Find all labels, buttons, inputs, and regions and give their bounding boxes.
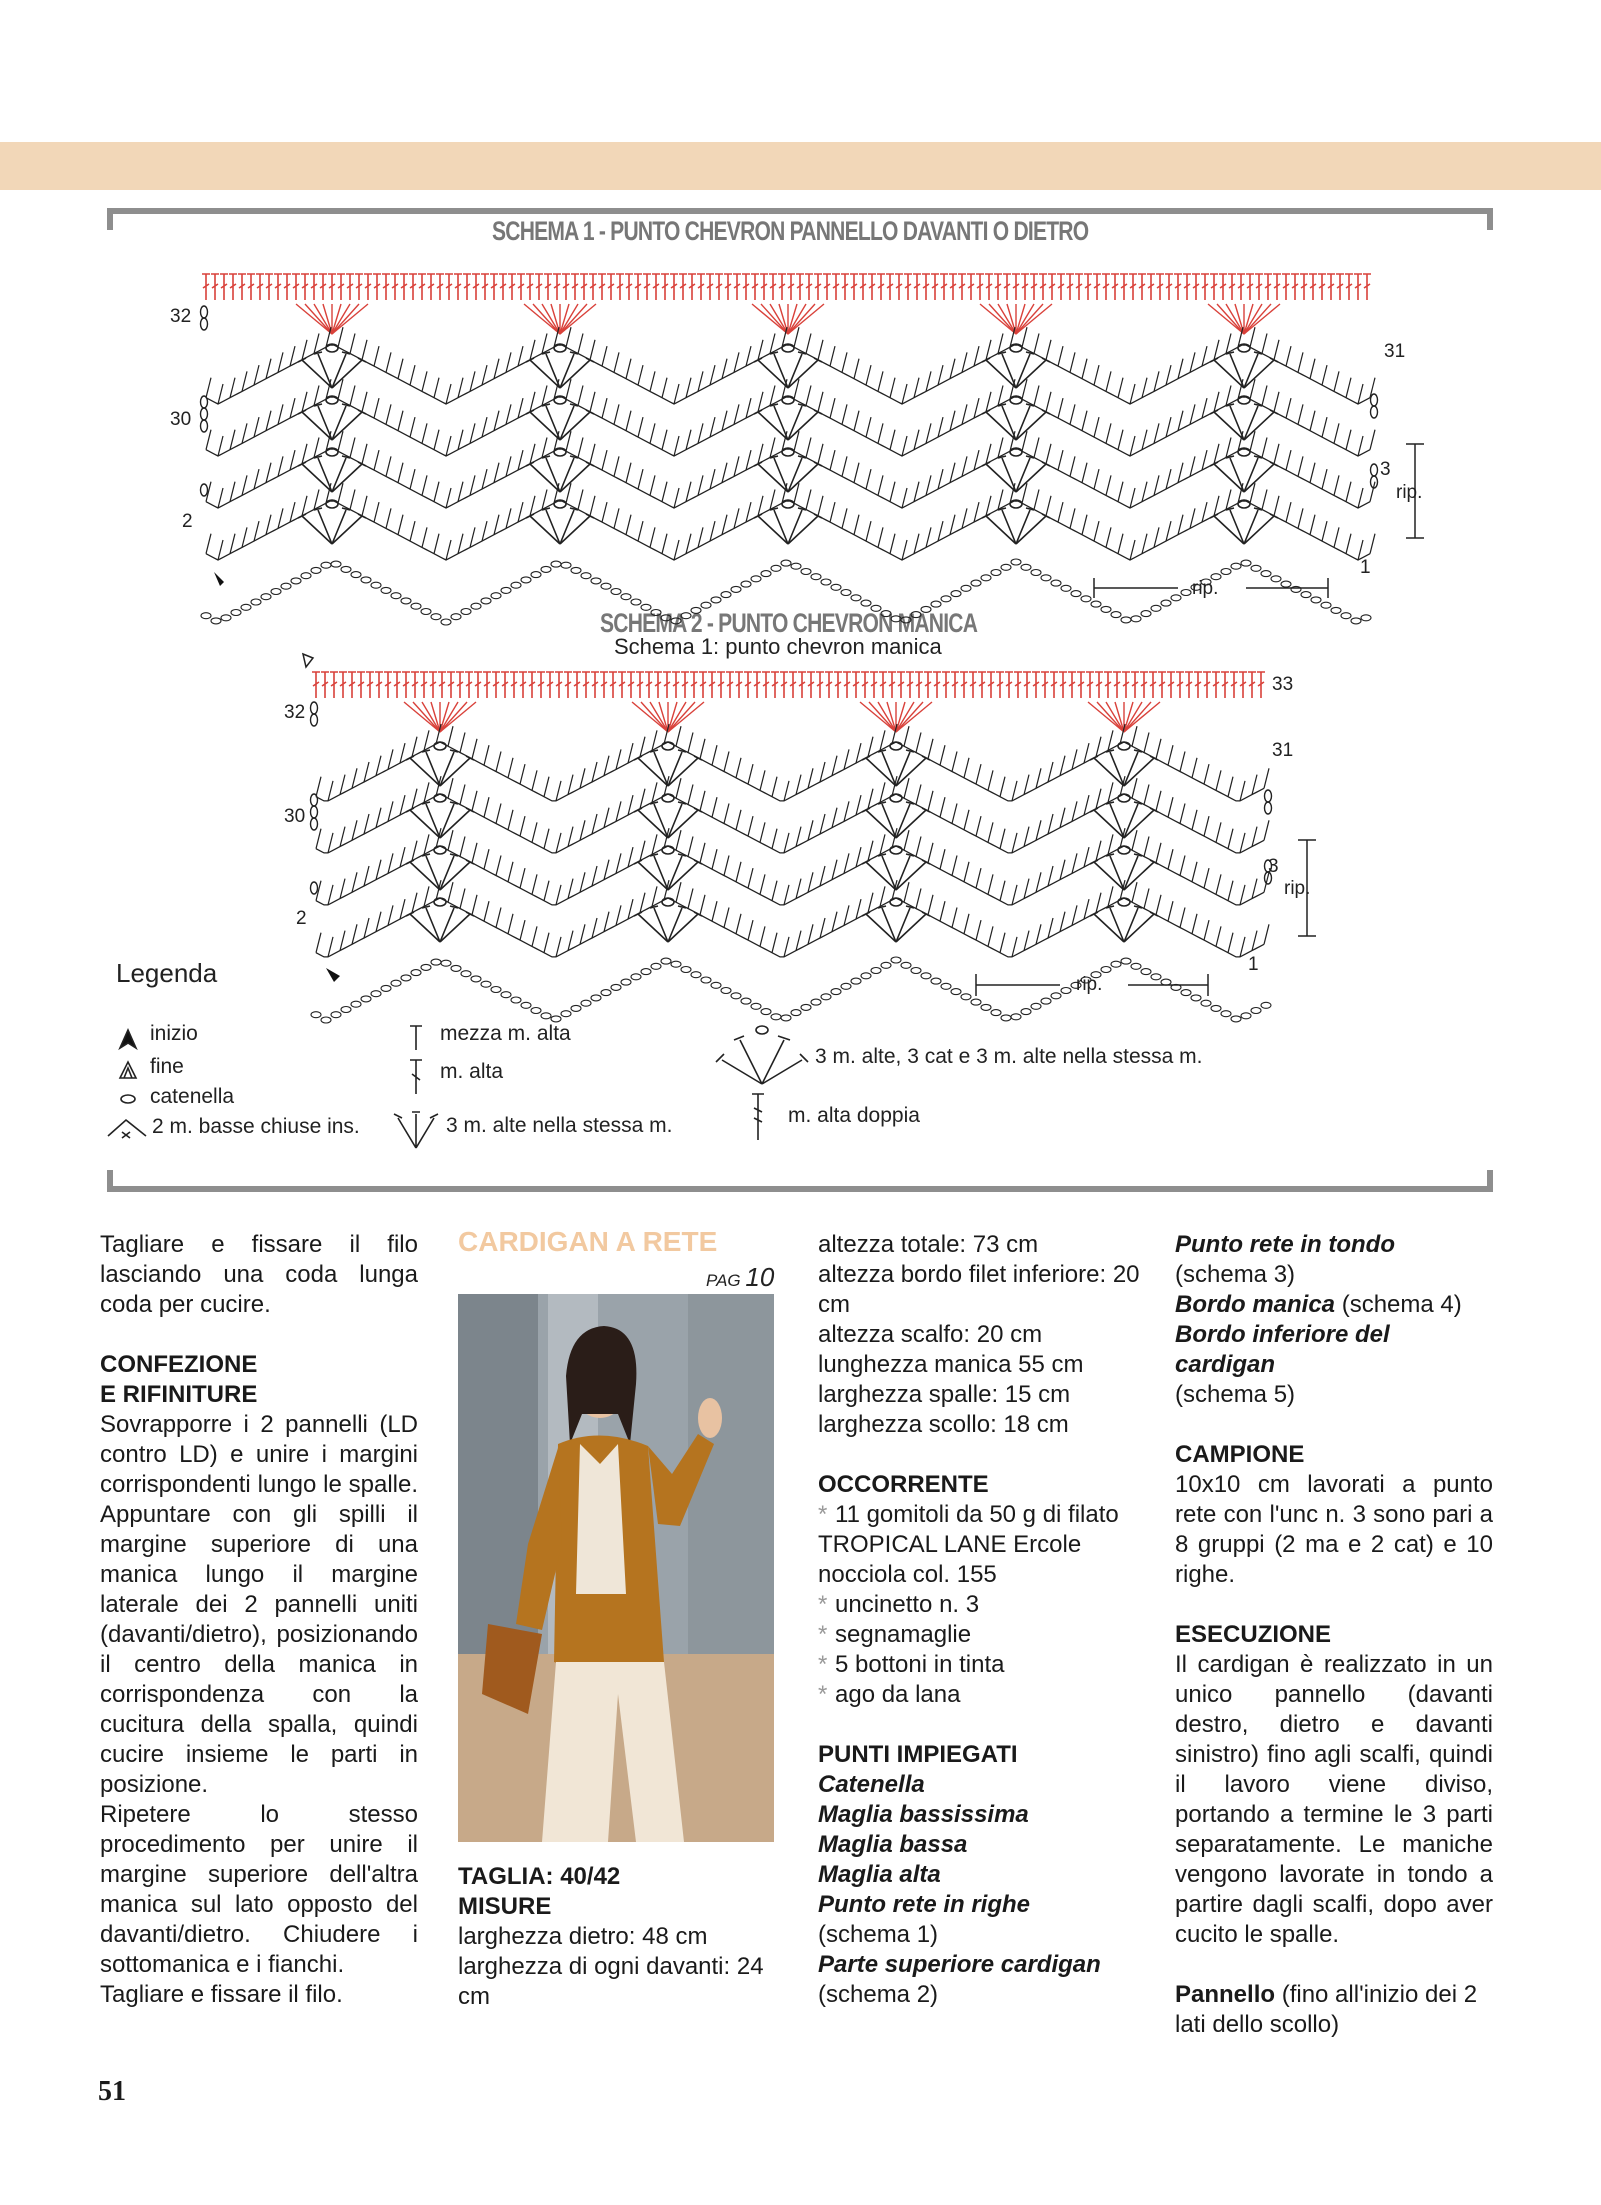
punto-alta: Maglia alta <box>818 1861 941 1888</box>
legend-catenella: catenella <box>150 1085 235 1108</box>
pannello-text: Pannello (fino all'inizio dei 2 lati dello scollo) <box>1175 1981 1478 2038</box>
col1-intro: Tagliare e fissare il filo lasciando una coda lunga coda per cucire. <box>100 1231 418 1318</box>
legend-inizio: inizio <box>150 1022 198 1045</box>
chart2-row-3: 3 <box>1268 856 1279 877</box>
legend-fine: fine <box>150 1055 184 1078</box>
punto-bassa: Maglia bassa <box>818 1831 968 1858</box>
occorrente-item: * 5 bottoni in tinta <box>818 1651 1005 1678</box>
chart2-row-31: 31 <box>1272 740 1294 761</box>
campione-heading: CAMPIONE <box>1175 1441 1305 1468</box>
bullet-icon: * <box>818 1651 828 1678</box>
pag-label: PAG <box>706 1271 741 1290</box>
chart2-red-stitches <box>312 672 1265 732</box>
column-1 <box>100 1230 418 2010</box>
misura-scalfo: altezza scalfo: 20 cm <box>818 1321 1043 1348</box>
mezza-alta-icon <box>410 1026 422 1050</box>
punto-rete-righe: Punto rete in righe <box>818 1891 1031 1918</box>
misura-bordo-filet: altezza bordo filet inferiore: 20 cm <box>818 1261 1140 1318</box>
bullet-icon: * <box>818 1621 828 1648</box>
chart1-row-31: 31 <box>1384 341 1406 362</box>
chart1-row-3: 3 <box>1380 459 1391 480</box>
tre-alte-icon <box>394 1112 438 1148</box>
chart2 <box>284 654 1316 1023</box>
legend-tre-alte: 3 m. alte nella stessa m. <box>446 1114 673 1137</box>
col1-heading-2: E RIFINITURE <box>100 1381 258 1408</box>
bullet-icon: * <box>818 1591 828 1618</box>
page-number: 51 <box>98 2076 126 2107</box>
misura-dietro: larghezza dietro: 48 cm <box>458 1923 708 1950</box>
column-3 <box>818 1230 1144 2010</box>
chart2-row-32: 32 <box>284 702 306 723</box>
punto-bordo-inferiore-note: (schema 5) <box>1175 1381 1296 1408</box>
col1-heading-1: CONFEZIONE <box>100 1351 258 1378</box>
misura-altezza-totale: altezza totale: 73 cm <box>818 1231 1039 1258</box>
chart2-start-marker <box>326 968 340 982</box>
legend-alta: m. alta <box>440 1060 504 1083</box>
schema2-subtitle: Schema 1: punto chevron manica <box>614 634 942 659</box>
chart2-end-marker <box>303 654 313 667</box>
chart1-rip-vertical: rip. <box>1396 482 1423 503</box>
chart1-rip-horizontal: rip. <box>1192 578 1219 599</box>
page-reference <box>706 1262 774 1293</box>
esecuzione-text: Il cardigan è realizzato in un unico pannello (davanti destro, dietro e davanti sinistro) fino agli scalfi, quindi il lavoro viene diviso, portando a termine le 3 parti separatamente. Le maniche vengono lavorate in tondo a partire dagli scalfi, dopo aver cucito le spalle. <box>1175 1651 1493 1948</box>
schema2-title: SCHEMA 2 - PUNTO CHEVRON MANICA <box>600 608 978 638</box>
chart1-row-1: 1 <box>1360 557 1371 578</box>
bullet-icon: * <box>818 1501 828 1528</box>
alta-icon <box>410 1060 422 1094</box>
col1-paragraph-3: Tagliare e fissare il filo. <box>100 1981 343 2008</box>
punto-bassissima: Maglia bassissima <box>818 1801 1029 1828</box>
misura-spalle: larghezza spalle: 15 cm <box>818 1381 1071 1408</box>
misura-manica: lunghezza manica 55 cm <box>818 1351 1084 1378</box>
chart2-row-30: 30 <box>284 806 306 827</box>
chart1-row-2: 2 <box>182 511 193 532</box>
legend-mezza-alta: mezza m. alta <box>440 1022 571 1045</box>
chart1-row-30: 30 <box>170 409 192 430</box>
taglia-heading: TAGLIA: 40/42 <box>458 1863 621 1890</box>
punto-parte-superiore-note: (schema 2) <box>818 1981 939 2008</box>
chart2-rip-horizontal: rip. <box>1076 974 1103 995</box>
legend-title: Legenda <box>116 958 218 988</box>
diagram-frame-bottom <box>107 1170 1493 1192</box>
inizio-icon <box>120 1030 136 1048</box>
punto-rete-tondo-note: (schema 3) <box>1175 1261 1296 1288</box>
punto-rete-tondo: Punto rete in tondo <box>1175 1231 1395 1258</box>
chart2-row-chains <box>311 702 1272 894</box>
esecuzione-heading: ESECUZIONE <box>1175 1621 1332 1648</box>
model-photo-illustration <box>458 1294 774 1842</box>
misura-davanti: larghezza di ogni davanti: 24 cm <box>458 1953 764 2010</box>
chart2-row-33: 33 <box>1272 674 1294 695</box>
schema1-title: SCHEMA 1 - PUNTO CHEVRON PANNELLO DAVANTI O DIETRO <box>492 216 1089 246</box>
catenella-icon <box>121 1095 135 1103</box>
legend-ventaglio: 3 m. alte, 3 cat e 3 m. alte nella stessa m. <box>815 1045 1203 1068</box>
punto-bordo-manica: Bordo manica (schema 4) <box>1175 1291 1462 1318</box>
punti-heading: PUNTI IMPIEGATI <box>818 1741 1018 1768</box>
chart1-row-32: 32 <box>170 306 192 327</box>
bullet-icon: * <box>818 1681 828 1708</box>
pag-number: 10 <box>745 1262 775 1292</box>
campione-text: 10x10 cm lavorati a punto rete con l'unc n. 3 sono pari a 8 gruppi (2 ma e 2 cat) e 10 righe. <box>1175 1471 1493 1588</box>
occorrente-item: * 11 gomitoli da 50 g di filato TROPICAL LANE Ercole nocciola col. 155 <box>818 1501 1119 1588</box>
chart1-red-stitches <box>202 274 1371 334</box>
chart2-rip-vertical: rip. <box>1284 878 1311 899</box>
punto-catenella: Catenella <box>818 1771 925 1798</box>
column-2-text <box>458 1862 778 2012</box>
misure-heading: MISURE <box>458 1893 552 1920</box>
chart1 <box>170 274 1424 625</box>
chart1-row-chains <box>201 306 1378 496</box>
fine-icon <box>120 1062 136 1078</box>
legend-basse: 2 m. basse chiuse ins. <box>152 1115 360 1138</box>
chart2-chevron-stitches <box>311 724 1271 1023</box>
occorrente-item: * ago da lana <box>818 1681 961 1708</box>
ventaglio-icon <box>716 1036 808 1084</box>
alta-doppia-icon <box>752 1094 764 1140</box>
chart1-start-marker <box>214 572 224 586</box>
occorrente-item: * uncinetto n. 3 <box>818 1591 980 1618</box>
column-4 <box>1175 1230 1493 2040</box>
basse-icon <box>108 1120 146 1138</box>
punto-bordo-inferiore: Bordo inferiore del cardigan <box>1175 1321 1390 1378</box>
pattern-title: CARDIGAN A RETE <box>458 1226 718 1257</box>
model-photo <box>458 1294 774 1842</box>
punto-rete-righe-note: (schema 1) <box>818 1921 939 1948</box>
punto-parte-superiore: Parte superiore cardigan <box>818 1951 1101 1978</box>
chart2-row-2: 2 <box>296 908 307 929</box>
col1-paragraph-1: Sovrapporre i 2 pannelli (LD contro LD) e unire i margini corrispondenti lungo le spalle. Appuntare con gli spilli il margine superiore di una manica lungo il margine laterale dei 2 pannelli uniti (davanti/dietro), posizionando il centro della manica in corrispondenza con la cucitura della spalla, quindi cucire insieme le parti in posizione. <box>100 1411 418 1798</box>
occorrente-item: * segnamaglie <box>818 1621 972 1648</box>
misura-scollo: larghezza scollo: 18 cm <box>818 1411 1069 1438</box>
legend-alta-doppia: m. alta doppia <box>788 1104 920 1127</box>
col1-paragraph-2: Ripetere lo stesso procedimento per unire il margine superiore dell'altra manica sul lato opposto del davanti/dietro. Chiudere i sottomanica e i fianchi. <box>100 1801 418 1978</box>
occorrente-heading: OCCORRENTE <box>818 1471 989 1498</box>
chart2-row-1: 1 <box>1248 954 1259 975</box>
